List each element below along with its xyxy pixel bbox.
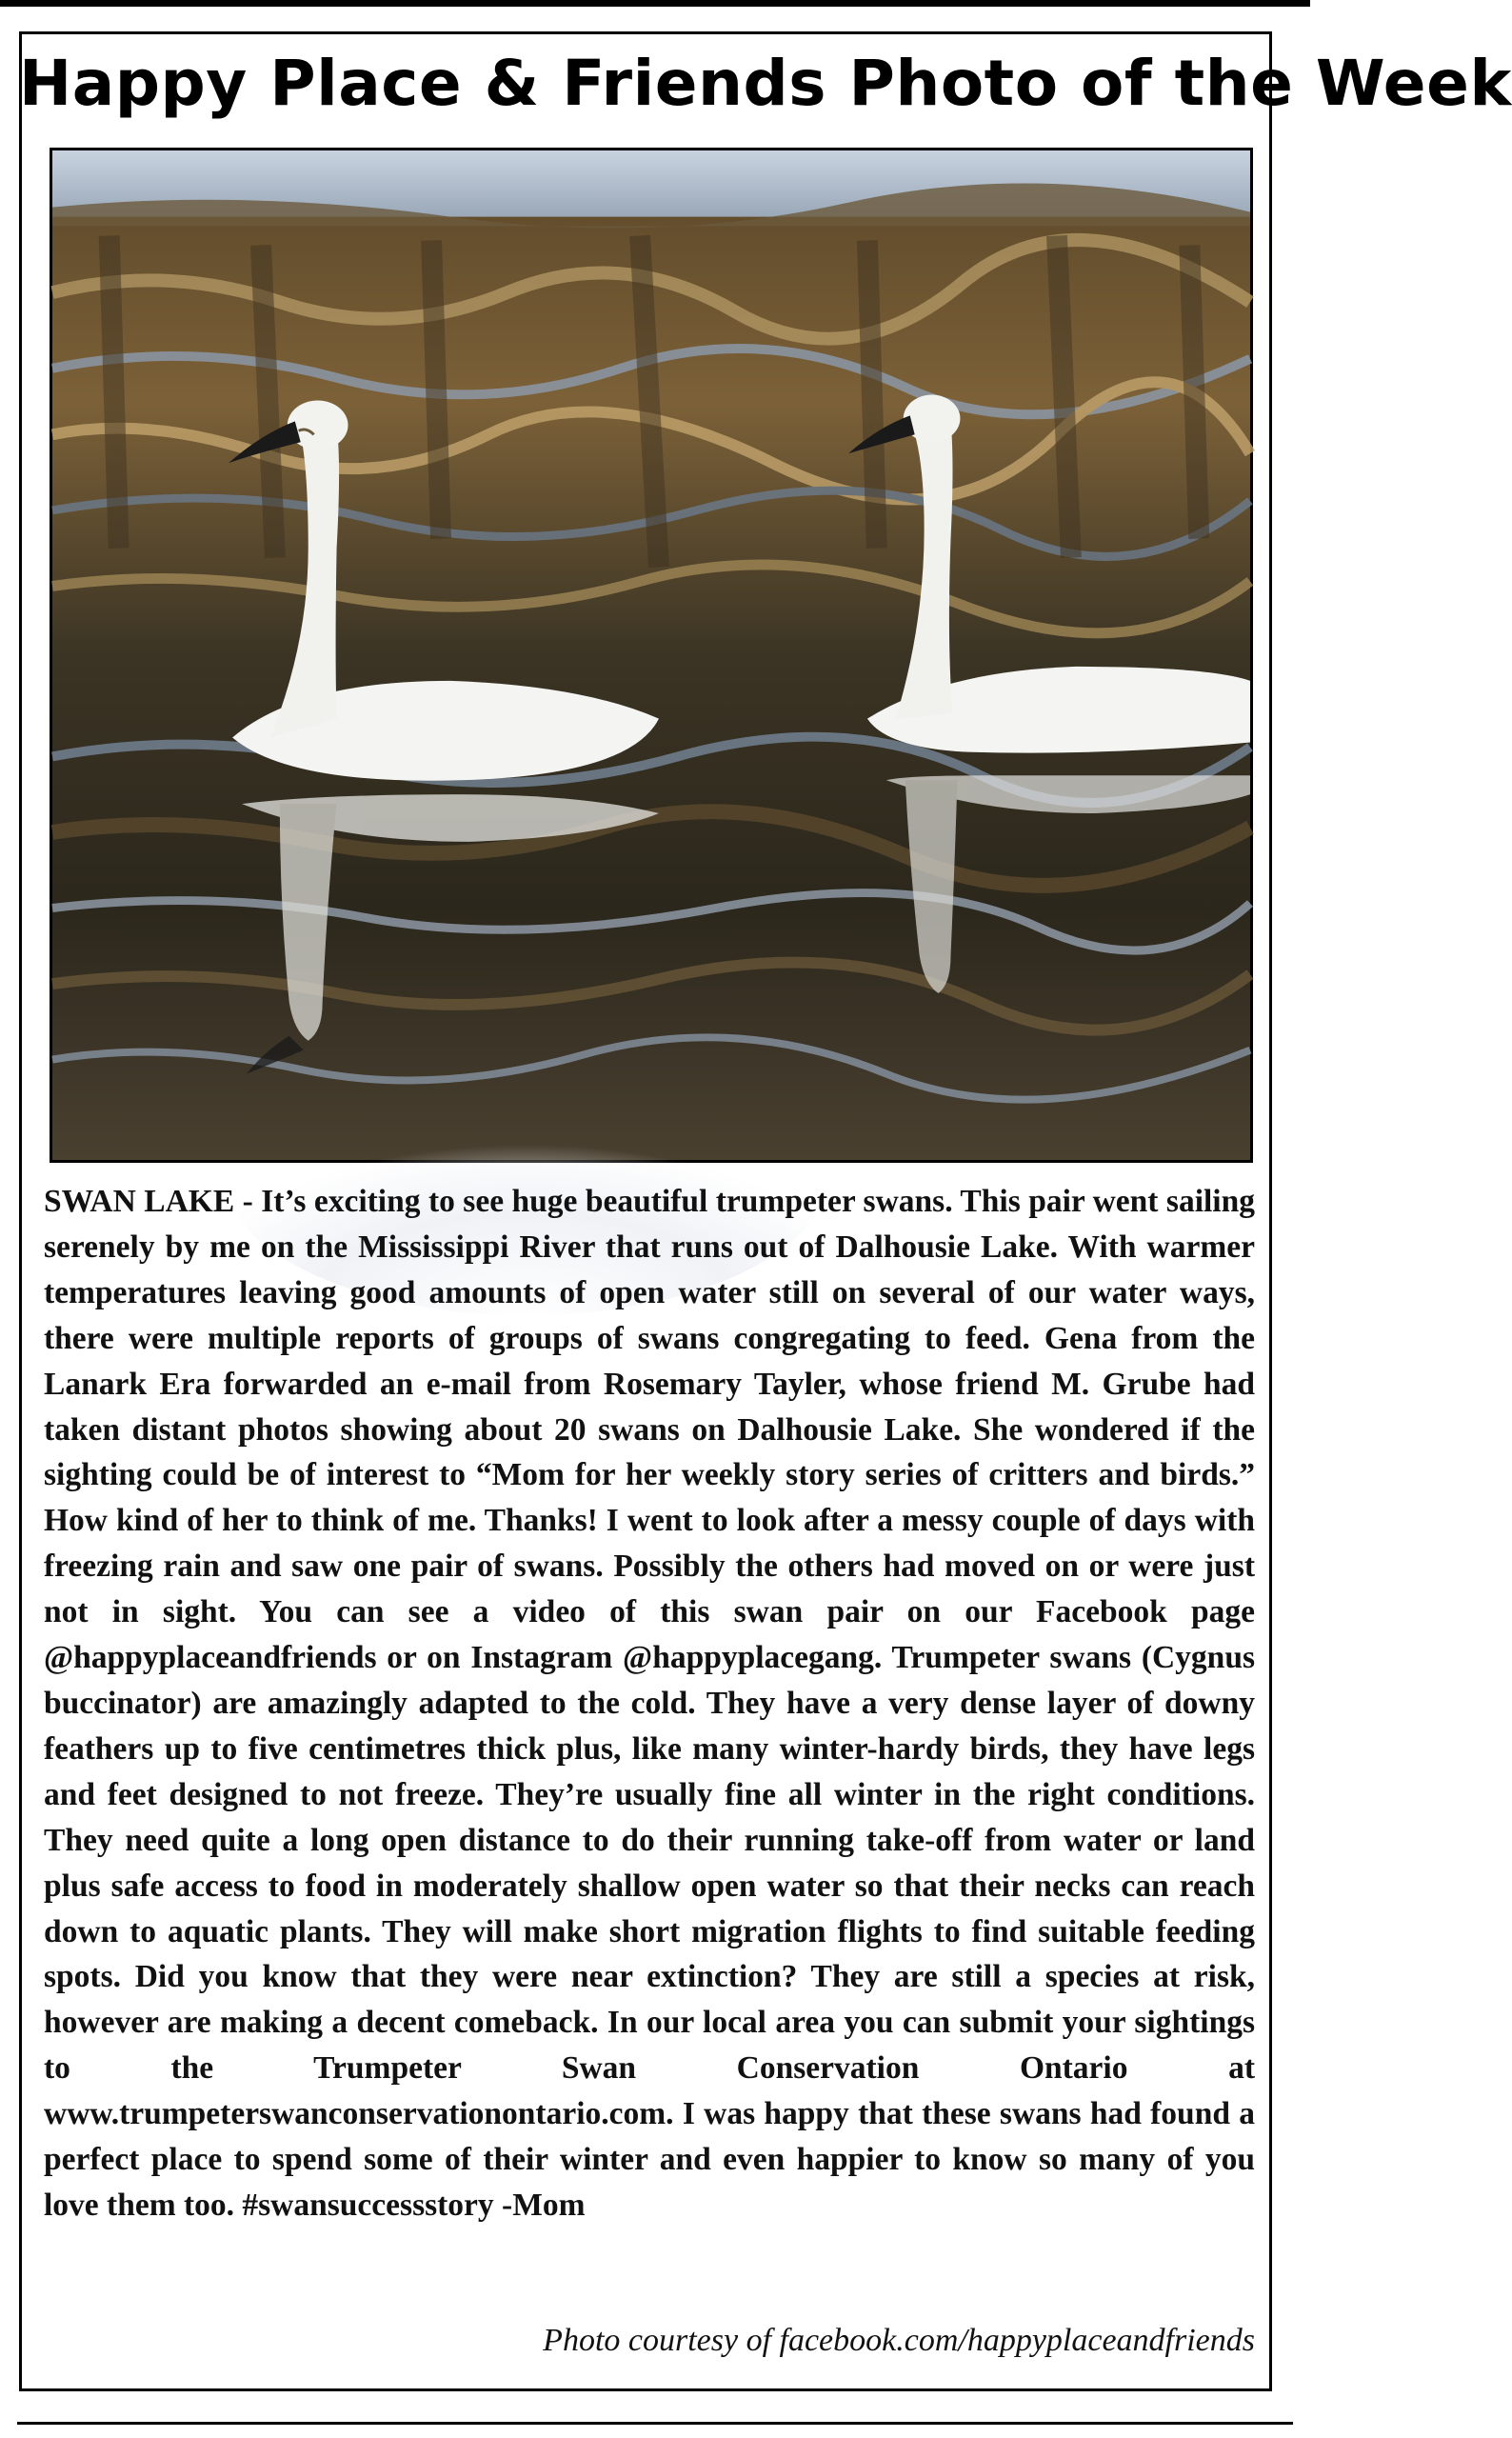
top-rule xyxy=(0,0,1310,7)
page-title: Happy Place & Friends Photo of the Week xyxy=(19,47,1512,120)
swan-photo-illustration xyxy=(52,150,1250,1160)
bottom-rule xyxy=(17,2422,1293,2425)
photo-credit: Photo courtesy of facebook.com/happyplaceandfriends xyxy=(543,2323,1255,2358)
swan-photo xyxy=(50,148,1253,1163)
article-body: SWAN LAKE - It’s exciting to see huge beautiful trumpeter swans. This pair went sailing serenely by me on the Mississippi River that runs out of Dalhousie Lake. With warmer temperatures leaving good amounts of open water still on several of our water ways, there were multiple reports of groups of swans congregating to feed. Gena from the Lanark Era forwarded an e-mail from Rosemary Tayler, whose friend M. Grube had taken distant photos showing about 20 swans on Dalhousie Lake. She wondered if the sighting could be of interest to “Mom for her weekly story series of critters and birds.” How kind of her to think of me. Thanks! I went to look after a messy couple of days with freezing rain and saw one pair of swans. Possibly the others had moved on or were just not in sight. You can see a video of this swan pair on our Facebook page @happyplaceandfriends or on Instagram @happyplacegang. Trumpeter swans (Cygnus buccinator) are amazingly adapted to the cold. They have a very dense layer of downy feathers up to five centimetres thick plus, like many winter-hardy birds, they have legs and feet designed to not freeze. They’re usually fine all winter in the right conditions. They need quite a long open distance to do their running take-off from water or land plus safe access to food in moderately shallow open water so that their necks can reach down to aquatic plants. They will make short migration flights to find suitable feeding spots. Did you know that they were near extinction? They are still a species at risk, however are making a decent comeback. In our local area you can submit your sightings to the Trumpeter Swan Conservation Ontario at www.trumpeterswanconservationontario.com. I was happy that these swans had found a perfect place to spend some of their winter and even happier to know so many of you love them too. #swansuccessstory -Mom xyxy=(44,1184,1255,2223)
